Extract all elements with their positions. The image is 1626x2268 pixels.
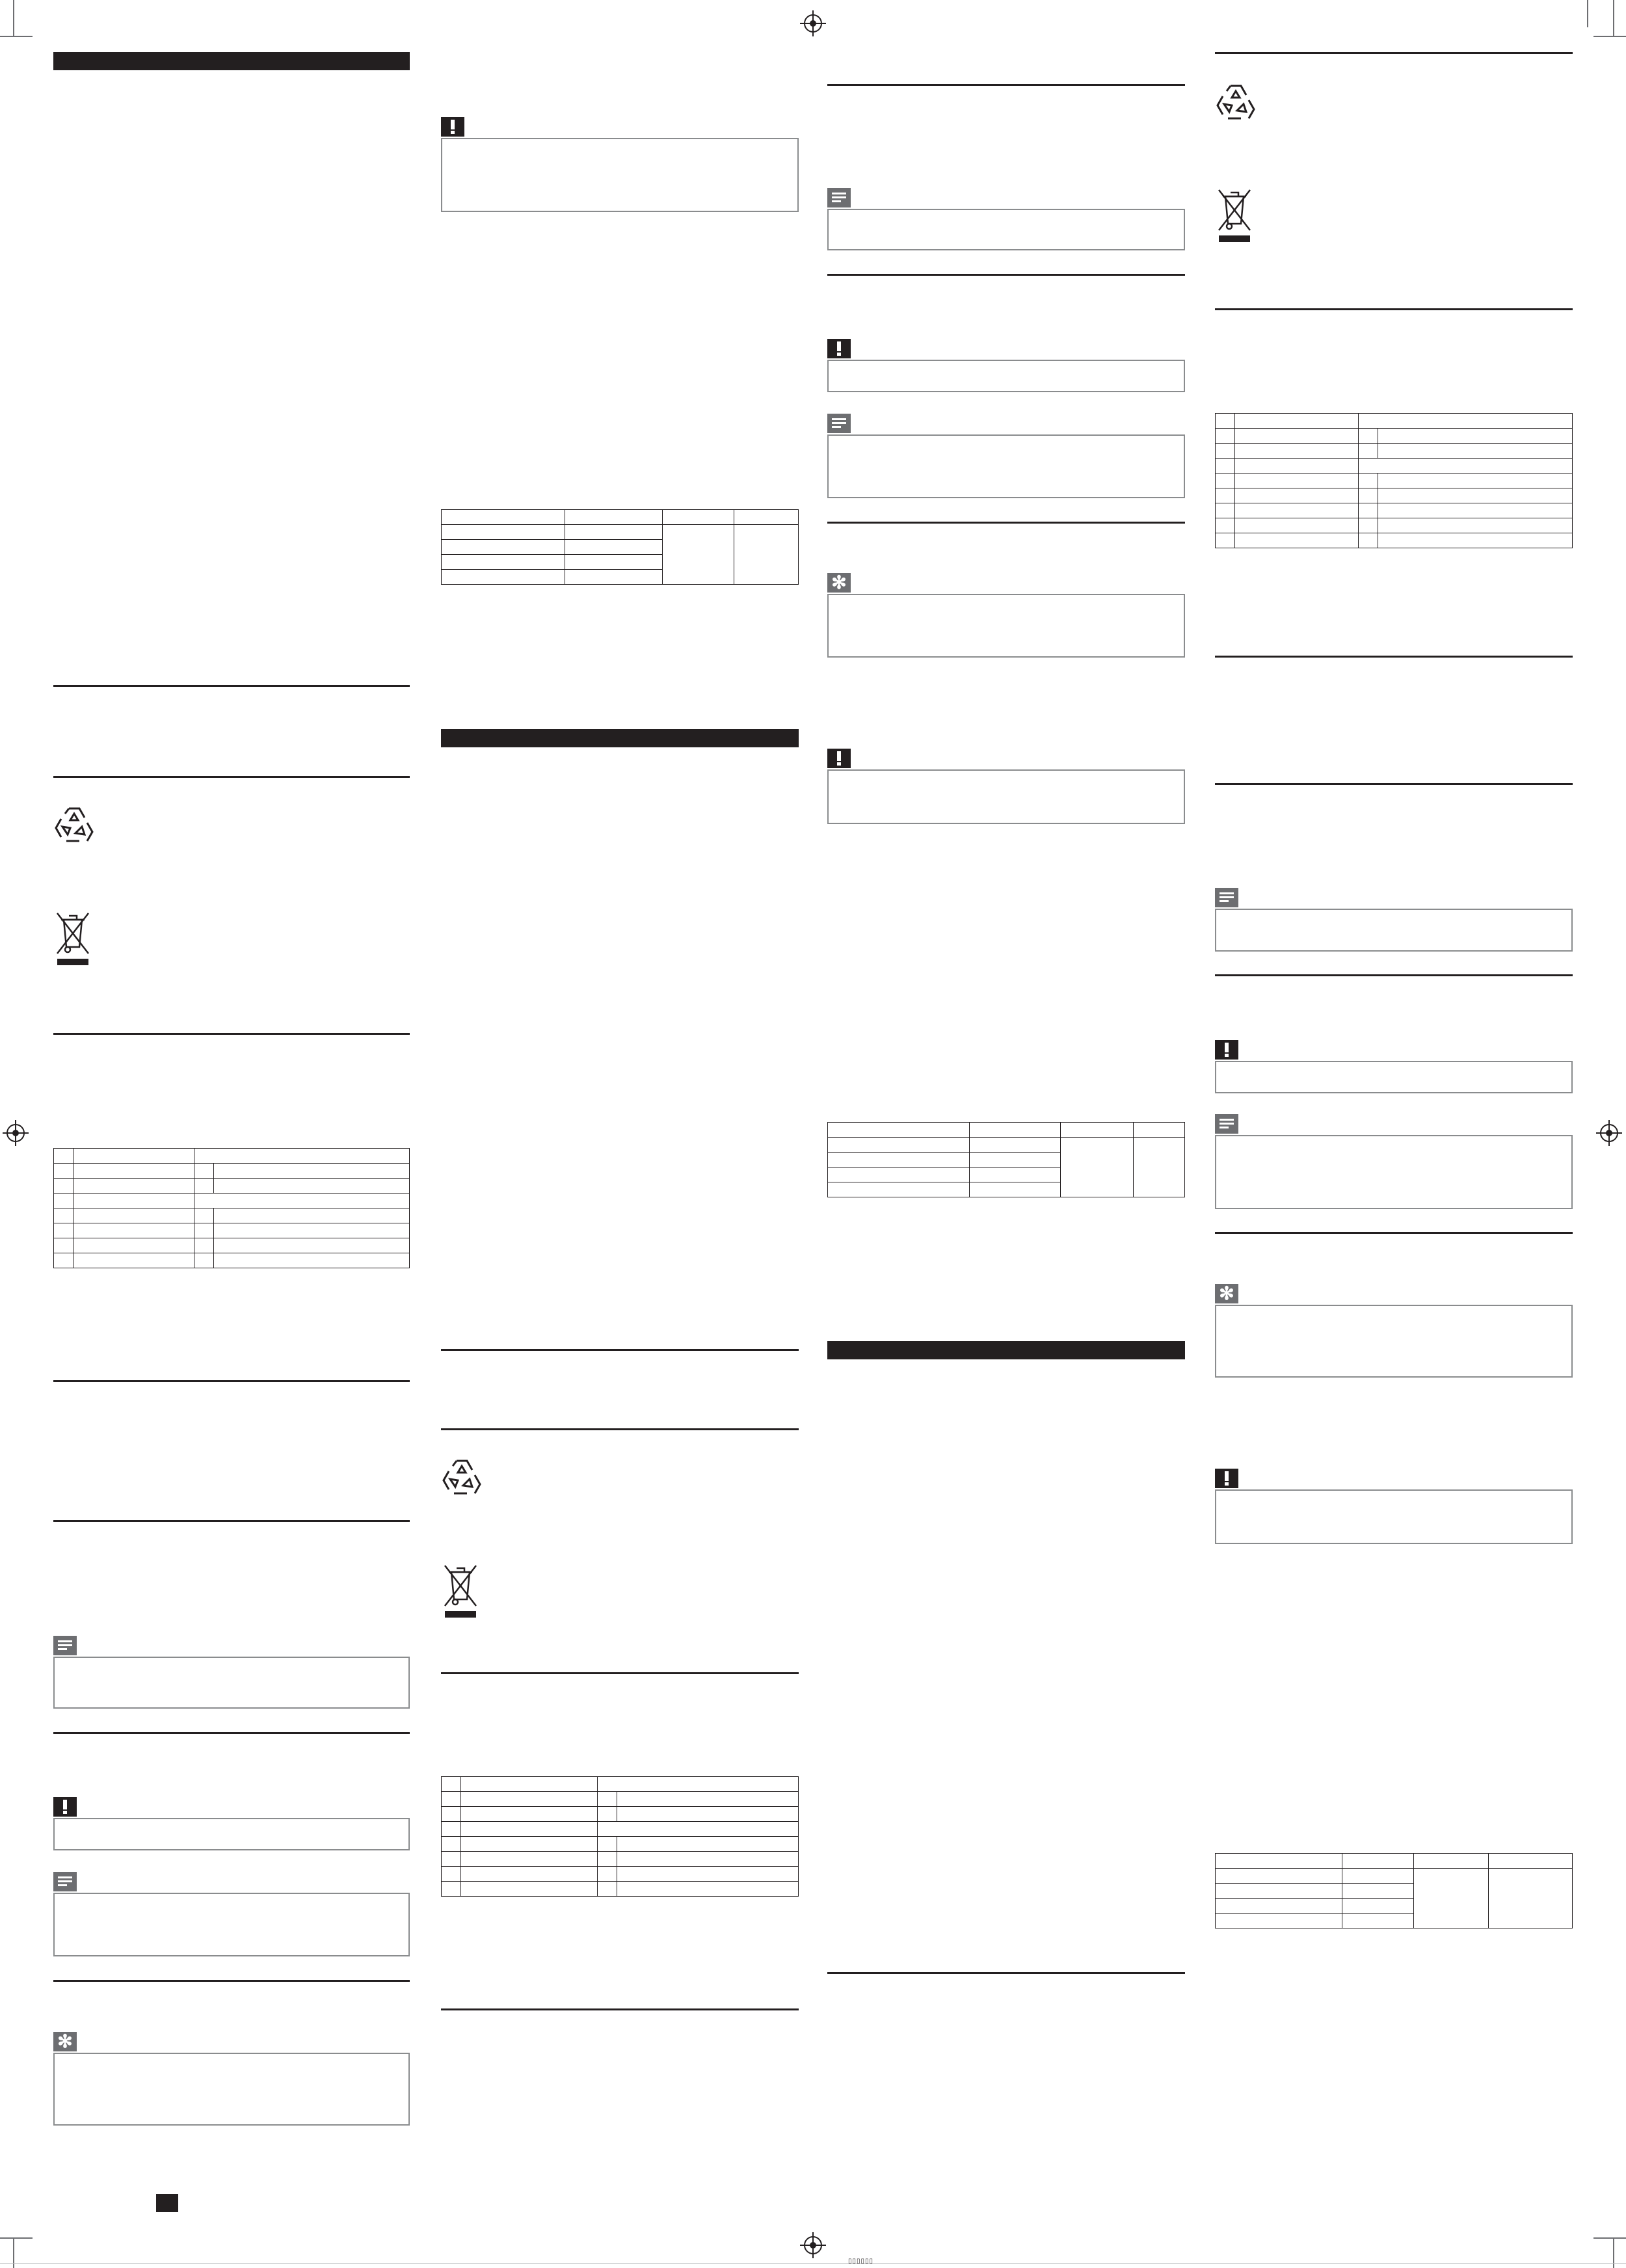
- registration-mark: [7, 1124, 25, 1142]
- section-rule: [441, 1349, 799, 1351]
- section-rule: [53, 1033, 410, 1035]
- page-number-badge: [156, 2194, 178, 2212]
- section-rule: [1215, 52, 1573, 54]
- crossed-out-wheelie-bin-symbol: [55, 911, 91, 967]
- section-rule: [827, 84, 1185, 86]
- section-rule: [1215, 656, 1573, 658]
- note-box: [827, 434, 1185, 498]
- crop-mark: [1593, 36, 1626, 37]
- section-heading-bar: [827, 1341, 1185, 1359]
- footer-print-code: ▯▯▯▯▯▯: [848, 2258, 874, 2265]
- caution-box: [1215, 1061, 1573, 1093]
- note-icon: [827, 188, 851, 207]
- data-table: [441, 1776, 799, 1897]
- tip-icon: ✻: [827, 573, 851, 593]
- section-rule: [1215, 1232, 1573, 1234]
- caution-icon: [1215, 1040, 1238, 1060]
- section-rule: [1215, 974, 1573, 976]
- note-icon: [827, 414, 851, 433]
- crop-mark: [0, 2263, 1626, 2264]
- registration-mark: [1600, 1124, 1618, 1142]
- section-rule: [53, 776, 410, 778]
- section-rule: [441, 2008, 799, 2010]
- section-heading-bar: [441, 729, 799, 747]
- data-table: [1215, 413, 1573, 548]
- crop-mark: [0, 2237, 33, 2239]
- caution-icon: [827, 749, 851, 768]
- note-icon: [53, 1872, 77, 1891]
- crossed-out-wheelie-bin-symbol: [1216, 187, 1253, 243]
- tip-box: [1215, 1305, 1573, 1378]
- caution-box: [827, 360, 1185, 392]
- note-box: [827, 209, 1185, 250]
- section-rule: [1215, 783, 1573, 785]
- crop-mark: [1587, 0, 1588, 27]
- note-icon: [1215, 1114, 1238, 1134]
- caution-box: [53, 1818, 410, 1850]
- section-heading-bar: [53, 52, 410, 70]
- recycle-symbol: [1215, 82, 1257, 122]
- note-icon: [53, 1636, 77, 1655]
- tip-icon: ✻: [1215, 1284, 1238, 1303]
- section-rule: [53, 1732, 410, 1734]
- section-rule: [827, 1972, 1185, 1974]
- recycle-symbol: [53, 805, 95, 845]
- section-rule: [441, 1672, 799, 1674]
- caution-icon: [441, 117, 464, 137]
- section-rule: [53, 1520, 410, 1522]
- caution-box: [441, 138, 799, 212]
- note-box: [53, 1893, 410, 1956]
- caution-icon: [1215, 1469, 1238, 1488]
- crop-mark: [1613, 0, 1614, 36]
- crop-mark: [13, 0, 14, 36]
- section-rule: [53, 1380, 410, 1382]
- section-rule: [1215, 308, 1573, 310]
- recycle-symbol: [441, 1457, 483, 1497]
- note-box: [53, 1657, 410, 1709]
- caution-box: [1215, 1489, 1573, 1544]
- tip-icon: ✻: [53, 2032, 77, 2051]
- tip-box: [53, 2053, 410, 2126]
- section-rule: [827, 522, 1185, 524]
- data-table: [53, 1148, 410, 1268]
- data-table: [827, 1122, 1185, 1197]
- section-rule: [827, 274, 1185, 276]
- caution-box: [827, 769, 1185, 824]
- caution-icon: [827, 339, 851, 358]
- section-rule: [53, 1980, 410, 1982]
- registration-mark: [804, 14, 822, 33]
- crop-mark: [1593, 2237, 1626, 2239]
- note-box: [1215, 1135, 1573, 1209]
- crossed-out-wheelie-bin-symbol: [442, 1563, 479, 1619]
- data-table: [441, 509, 799, 585]
- tip-box: [827, 594, 1185, 658]
- note-box: [1215, 909, 1573, 952]
- registration-mark: [804, 2236, 822, 2254]
- crop-mark: [0, 36, 33, 37]
- caution-icon: [53, 1797, 77, 1817]
- note-icon: [1215, 888, 1238, 907]
- data-table: [1215, 1853, 1573, 1928]
- section-rule: [53, 685, 410, 687]
- section-rule: [441, 1428, 799, 1430]
